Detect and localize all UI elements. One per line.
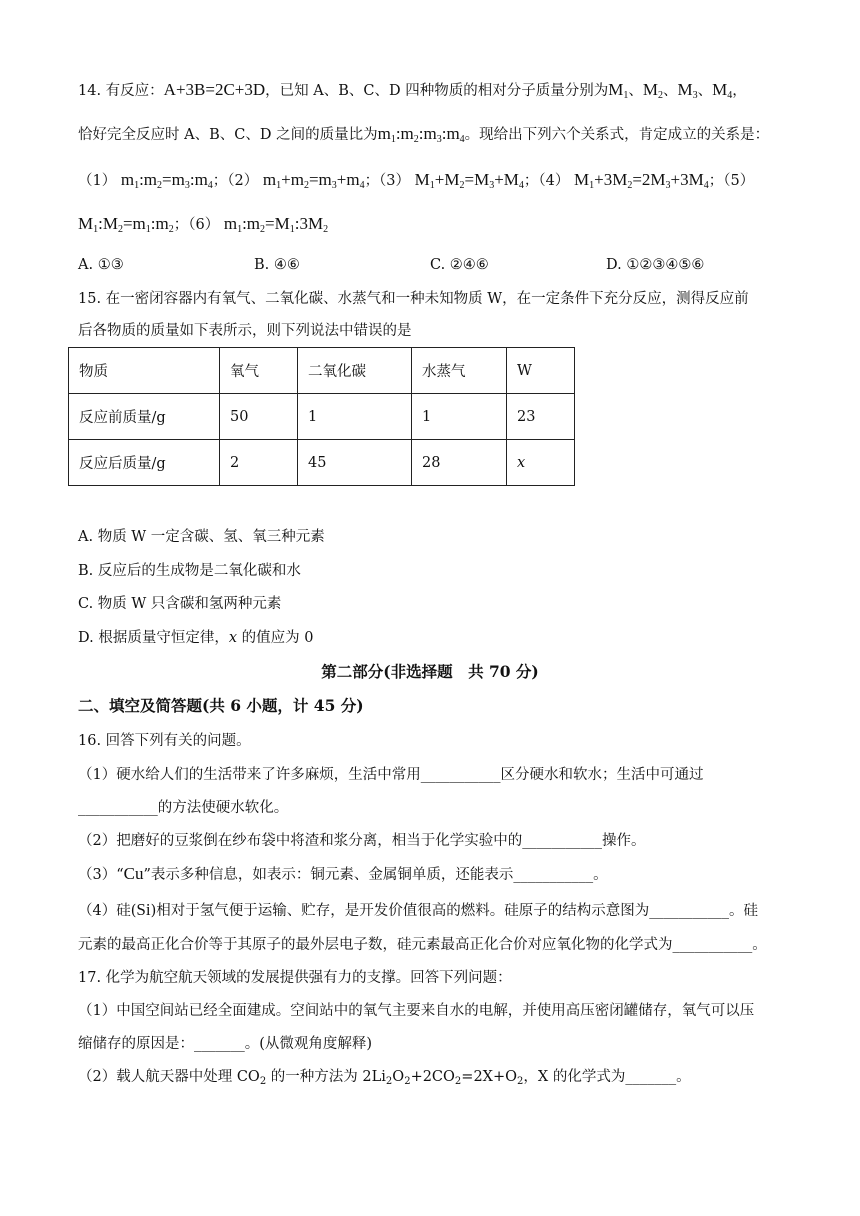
- q16-part1-line1: （1）硬水给人们的生活带来了许多麻烦，生活中常用___________区分硬水和软水；生活中可通过: [78, 767, 704, 783]
- table-header-cell: 水蒸气: [412, 348, 507, 394]
- q15-option-d-var: x: [228, 630, 238, 646]
- q15-line2: 后各物质的质量如下表所示，则下列说法中错误的是: [78, 323, 412, 339]
- q14-line2: [78, 124, 769, 145]
- section2-title: 二、填空及简答题(共 6 小题，计 45 分): [78, 696, 364, 715]
- q14-line1: 14. 有反应：A+3B=2C+3D，已知 A、B、C、D 四种物质的相对分子质量分别为$M_1$、$M_2$、$M_3$、$M_4$，: [78, 80, 747, 101]
- relation-4: $M_1+3M_2=2M_3+3M_4$: [573, 170, 709, 191]
- q15-option-d-post: 的值应为 0: [237, 630, 314, 646]
- table-row: [69, 394, 575, 440]
- table-cell: 28: [412, 440, 507, 486]
- q14-relations-line1: [78, 170, 754, 191]
- table-cell: 反应前质量/g: [69, 394, 220, 440]
- q17-stem: 17. 化学为航空航天领域的发展提供强有力的支撑。回答下列问题：: [78, 970, 512, 986]
- table-header-row: [69, 348, 575, 394]
- rel6-label: ；（6）: [173, 217, 220, 233]
- table-header-cell: W: [507, 348, 575, 394]
- q16-part4-line1: [78, 900, 758, 921]
- q14-option-d: D. ①②③④⑤⑥: [606, 257, 705, 273]
- q15-option-d-pre: D. 根据质量守恒定律，: [78, 630, 229, 646]
- q16-part2: （2）把磨好的豆浆倒在纱布袋中将渣和浆分离，相当于化学实验中的___________操作。: [78, 833, 646, 849]
- q15-option-d: [78, 628, 313, 648]
- copper-symbol: Cu: [123, 864, 144, 883]
- q14-m3: $M_3$: [677, 80, 698, 101]
- q14-m1: $M_1$: [608, 80, 629, 101]
- q14-ratio-post: 。现给出下列六个关系式，肯定成立的关系是：: [464, 127, 770, 143]
- rel1-label: （1）: [78, 173, 117, 189]
- table-cell: 50: [220, 394, 298, 440]
- q17-part2: （2）载人航天器中处理 $CO_2$ 的一种方法为 $2Li_2O_2+2CO_2=2X+O_2$，X 的化学式为_______。: [78, 1069, 691, 1087]
- silicon-symbol: Si: [136, 900, 151, 919]
- q17-part2-pre: （2）载人航天器中处理 CO: [78, 1069, 260, 1085]
- q16-part3-post: ”表示多种信息，如表示：铜元素、金属铜单质，还能表示___________。: [143, 867, 608, 883]
- table-header-cell: 物质: [69, 348, 220, 394]
- q16-part3-pre: （3）“: [78, 867, 124, 883]
- table-cell: 45: [298, 440, 412, 486]
- q17-part2-post: ，X 的化学式为_______。: [523, 1069, 691, 1085]
- q16-part4-pre: （4）硅(: [78, 903, 137, 919]
- q14-equation: A+3B=2C+3D: [163, 80, 266, 99]
- q17-part2-mid: 的一种方法为 2Li: [266, 1069, 386, 1085]
- q16-part4-post: )相对于氢气便于运输、贮存，是开发价值很高的燃料。硅原子的结构示意图为___________。硅: [150, 903, 758, 919]
- q14-desc: ，已知 A、B、C、D 四种物质的相对分子质量分别为: [265, 83, 609, 99]
- q14-intro: 14. 有反应：: [78, 83, 164, 99]
- q14-option-a: A. ①③: [78, 257, 124, 273]
- q16-part3: [78, 864, 608, 885]
- q14-m4: $M_4$: [712, 80, 733, 101]
- relation-1: $m_1:m_2=m_3:m_4$: [120, 170, 213, 191]
- q16-part1-line2: ___________的方法使硬水软化。: [78, 800, 289, 816]
- q14-relations-line2: [78, 214, 328, 235]
- q15-option-a: A. 物质 W 一定含碳、氢、氧三种元素: [78, 529, 325, 545]
- table-cell: 2: [220, 440, 298, 486]
- q16-stem: 16. 回答下列有关的问题。: [78, 733, 251, 749]
- q14-m2: $M_2$: [642, 80, 663, 101]
- q15-option-c: C. 物质 W 只含碳和氢两种元素: [78, 596, 282, 612]
- relation-2: $m_1+m_2=m_3+m_4$: [262, 170, 365, 191]
- q15-line1: 15. 在一密闭容器内有氧气、二氧化碳、水蒸气和一种未知物质 W，在一定条件下充分反应，测得反应前: [78, 291, 749, 307]
- rel4-label: ；（4）: [523, 173, 570, 189]
- relation-3: $M_1+M_2=M_3+M_4$: [414, 170, 524, 191]
- table-cell: 1: [412, 394, 507, 440]
- q14-option-b: B. ④⑥: [254, 257, 300, 273]
- table-header-cell: 二氧化碳: [298, 348, 412, 394]
- table-cell: 1: [298, 394, 412, 440]
- q14-option-c: C. ②④⑥: [430, 257, 489, 273]
- q15-mass-table: [68, 347, 575, 486]
- table-cell: 反应后质量/g: [69, 440, 220, 486]
- table-header-cell: 氧气: [220, 348, 298, 394]
- relation-6: $m_1:m_2=M_1:3M_2$: [223, 214, 329, 235]
- relation-5: $M_1:M_2=m_1:m_2$: [78, 214, 174, 235]
- rel3-label: ；（3）: [364, 173, 411, 189]
- q14-ratio-text: 恰好完全反应时 A、B、C、D 之间的质量比为: [78, 127, 378, 143]
- q17-part1-line2: 缩储存的原因是：_______。(从微观角度解释): [78, 1036, 373, 1052]
- rel2-label: ；（2）: [212, 173, 259, 189]
- q17-part1-line1: （1）中国空间站已经全面建成。空间站中的氧气主要来自水的电解，并使用高压密闭罐储存，氧气可以压: [78, 1003, 755, 1019]
- table-cell: 23: [507, 394, 575, 440]
- q14-mass-ratio: $m_1:m_2:m_3:m_4$: [377, 124, 465, 145]
- table-row: [69, 440, 575, 486]
- q16-part4-line2: 元素的最高正化合价等于其原子的最外层电子数，硅元素最高正化合价对应氧化物的化学式为___________。: [78, 937, 767, 953]
- q15-option-b: B. 反应后的生成物是二氧化碳和水: [78, 563, 301, 579]
- rel5-label: ；（5）: [708, 173, 755, 189]
- part2-title: 第二部分(非选择题 共 70 分): [321, 662, 539, 681]
- table-cell: x: [507, 440, 575, 486]
